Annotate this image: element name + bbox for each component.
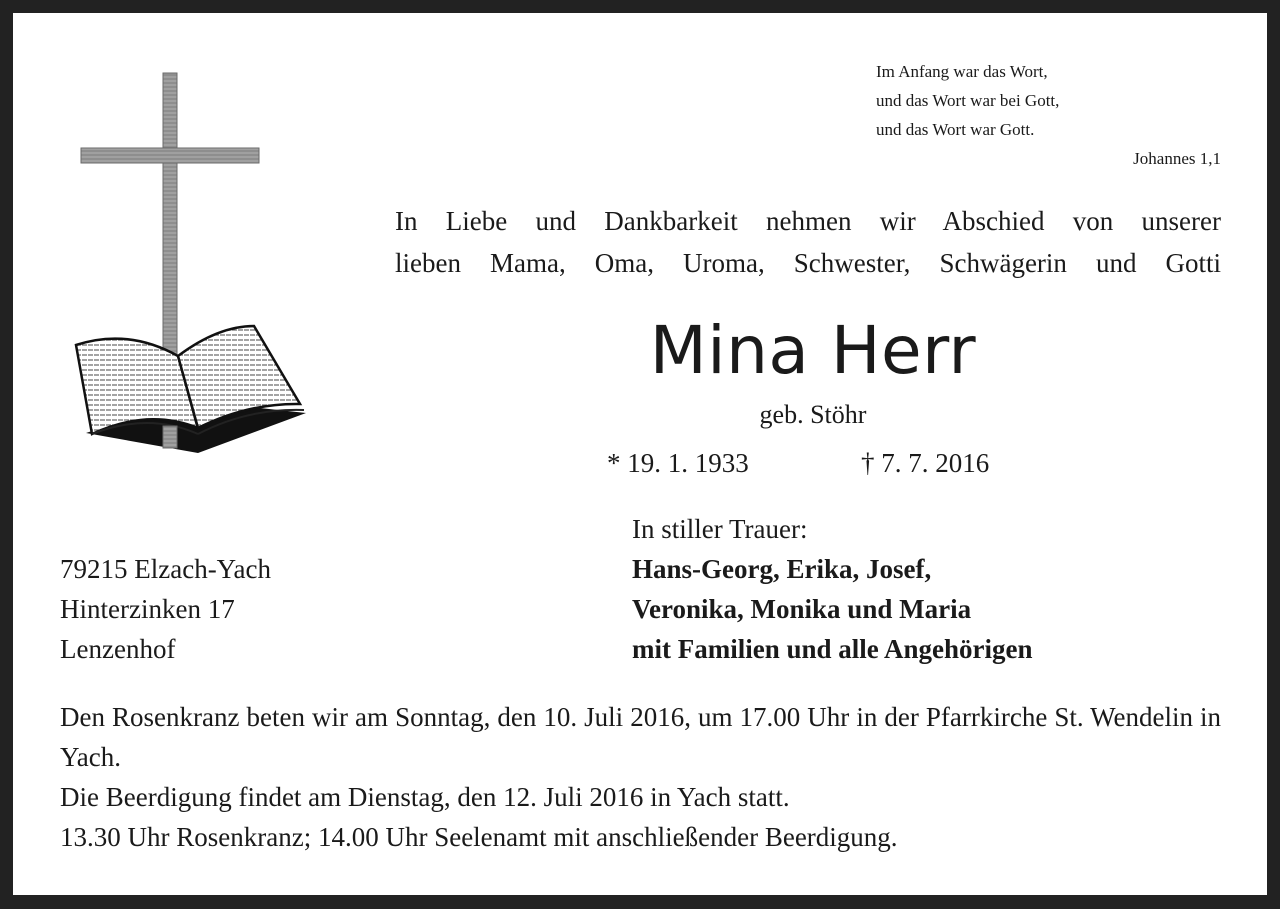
rosary-announcement: Den Rosenkranz beten wir am Sonntag, den 10. Juli 2016, um 17.00 Uhr in der Pfarrkirche St. Wendelin in Yach. — [60, 702, 1221, 772]
mourners-names: Hans-Georg, Erika, Josef, — [632, 554, 932, 584]
death-date: † 7. 7. 2016 — [861, 448, 990, 478]
address-line: Hinterzinken 17 — [60, 594, 235, 624]
service-details — [60, 697, 1221, 857]
mourners-heading: In stiller Trauer: — [632, 514, 808, 544]
birth-date: * 19. 1. 1933 — [607, 448, 749, 478]
address-line: Lenzenhof — [60, 634, 176, 664]
mourners-names: mit Familien und alle Angehörigen — [632, 634, 1033, 664]
address-line: 79215 Elzach-Yach — [60, 554, 271, 584]
bible-verse — [876, 57, 1221, 173]
maiden-name: geb. Stöhr — [759, 400, 867, 429]
verse-line: Im Anfang war das Wort, — [876, 62, 1048, 81]
deceased-name: Mina Herr — [649, 312, 977, 389]
verse-reference: Johannes 1,1 — [1133, 149, 1221, 168]
verse-line: und das Wort war bei Gott, — [876, 91, 1060, 110]
verse-line: und das Wort war Gott. — [876, 120, 1035, 139]
farewell-intro — [395, 200, 1221, 284]
funeral-announcement: Die Beerdigung findet am Dienstag, den 12. Juli 2016 in Yach statt. — [60, 782, 790, 812]
mourners-block — [632, 509, 1232, 669]
cross-bible-graphic — [58, 58, 308, 458]
mass-schedule: 13.30 Uhr Rosenkranz; 14.00 Uhr Seelenamt mit anschließender Beerdigung. — [60, 822, 898, 852]
life-dates — [607, 445, 1057, 481]
intro-line: In Liebe und Dankbarkeit nehmen wir Abschied von unserer — [395, 206, 1221, 236]
obituary-notice — [13, 13, 1267, 895]
cross-with-open-bible-icon — [58, 58, 308, 458]
mourners-names: Veronika, Monika und Maria — [632, 594, 972, 624]
intro-line: lieben Mama, Oma, Uroma, Schwester, Schwägerin und Gotti — [395, 248, 1221, 278]
family-address — [60, 549, 460, 669]
